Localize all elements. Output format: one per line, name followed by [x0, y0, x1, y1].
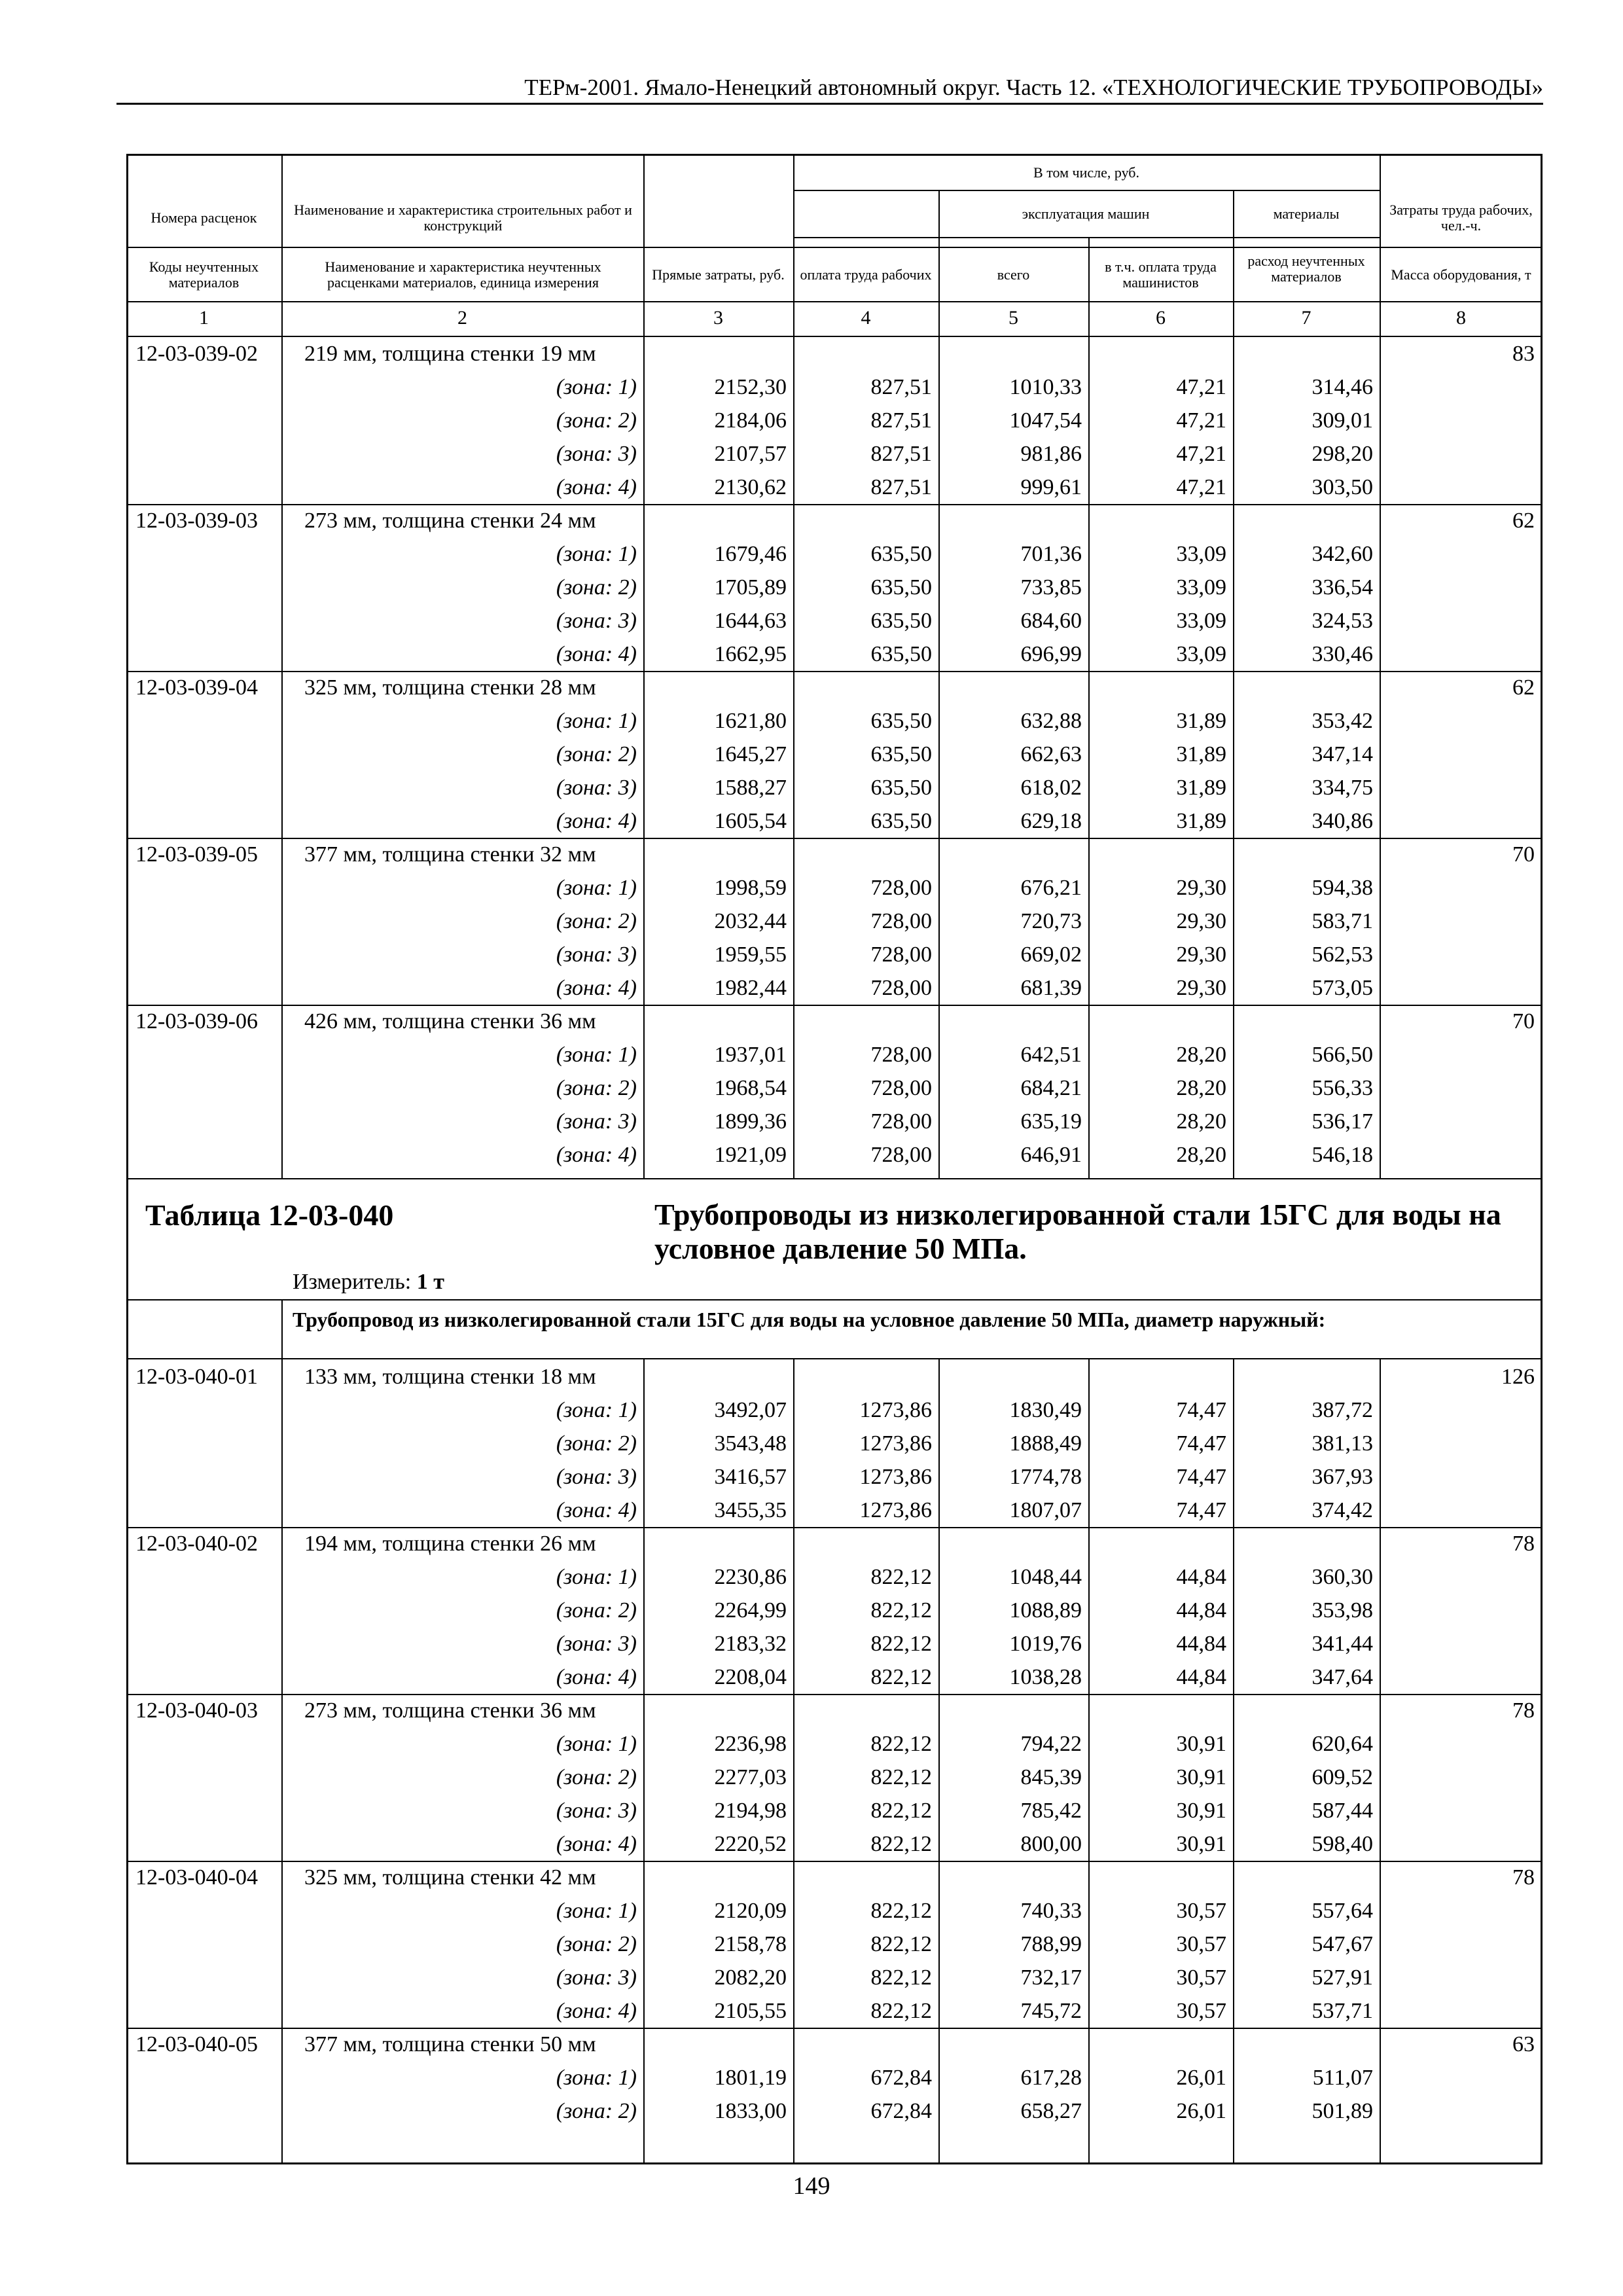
zone-label: (зона: 3)	[556, 1965, 637, 1990]
machinists-pay-value: 33,09	[1176, 542, 1226, 566]
materials-value: 340,86	[1311, 809, 1373, 833]
zone-label: (зона: 3)	[556, 942, 637, 967]
zone-label: (зона: 2)	[556, 742, 637, 766]
machinists-pay-value: 44,84	[1176, 1632, 1226, 1656]
machinists-pay-value: 31,89	[1176, 742, 1226, 766]
col-number-8: 8	[1456, 307, 1466, 329]
materials-value: 583,71	[1311, 909, 1373, 933]
col-code-header: Номера расценок	[151, 209, 257, 226]
zone-label: (зона: 1)	[556, 1565, 637, 1589]
machinists-pay-value: 29,30	[1176, 942, 1226, 967]
labor-cost-value: 62	[1512, 675, 1535, 700]
direct-cost-value: 3543,48	[714, 1431, 787, 1456]
materials-value: 598,40	[1311, 1832, 1373, 1856]
materials-value: 556,33	[1311, 1076, 1373, 1100]
machines-total-value: 981,86	[1020, 442, 1082, 466]
machines-total-value: 684,60	[1020, 609, 1082, 633]
machinists-pay-value: 44,84	[1176, 1665, 1226, 1689]
labor-cost-value: 62	[1512, 509, 1535, 533]
rate-code: 12-03-039-04	[135, 675, 258, 700]
materials-value: 341,44	[1311, 1632, 1373, 1656]
rate-name: 325 мм, толщина стенки 28 мм	[304, 675, 596, 700]
machinists-pay-value: 74,47	[1176, 1465, 1226, 1489]
materials-value: 303,50	[1311, 475, 1373, 499]
direct-cost-value: 3492,07	[714, 1398, 787, 1422]
machines-total-value: 1888,49	[1009, 1431, 1082, 1456]
zone-label: (зона: 3)	[556, 609, 637, 633]
direct-cost-value: 2158,78	[714, 1932, 787, 1956]
zone-label: (зона: 1)	[556, 709, 637, 733]
zone-label: (зона: 4)	[556, 809, 637, 833]
col-number-5: 5	[1008, 307, 1018, 329]
zone-label: (зона: 2)	[556, 575, 637, 600]
labor-pay-value: 728,00	[870, 942, 932, 967]
direct-cost-value: 1644,63	[714, 609, 787, 633]
labor-pay-value: 672,84	[870, 2099, 932, 2123]
machinists-pay-value: 30,57	[1176, 1899, 1226, 1923]
zone-label: (зона: 4)	[556, 1665, 637, 1689]
machines-total-value: 845,39	[1020, 1765, 1082, 1789]
labor-cost-value: 78	[1512, 1532, 1535, 1556]
machines-total-value: 632,88	[1020, 709, 1082, 733]
machinists-pay-value: 44,84	[1176, 1598, 1226, 1623]
labor-pay-value: 635,50	[870, 609, 932, 633]
labor-cost-value: 126	[1501, 1365, 1535, 1389]
zone-label: (зона: 4)	[556, 475, 637, 499]
materials-value: 387,72	[1311, 1398, 1373, 1422]
machines-total-value: 794,22	[1020, 1732, 1082, 1756]
machines-total-value: 618,02	[1020, 776, 1082, 800]
machines-total-value: 1088,89	[1009, 1598, 1082, 1623]
machinists-pay-value: 26,01	[1176, 2099, 1226, 2123]
materials-value: 537,71	[1311, 1999, 1373, 2023]
machines-total-value: 669,02	[1020, 942, 1082, 967]
materials-value: 347,14	[1311, 742, 1373, 766]
direct-cost-value: 2184,06	[714, 408, 787, 433]
materials-value: 347,64	[1311, 1665, 1373, 1689]
zone-label: (зона: 1)	[556, 1899, 637, 1923]
machines-total-value: 785,42	[1020, 1799, 1082, 1823]
zone-label: (зона: 1)	[556, 542, 637, 566]
machines-total-value: 732,17	[1020, 1965, 1082, 1990]
labor-pay-value: 728,00	[870, 1143, 932, 1167]
labor-pay-value: 728,00	[870, 876, 932, 900]
machinists-pay-value: 31,89	[1176, 809, 1226, 833]
direct-cost-value: 2120,09	[714, 1899, 787, 1923]
direct-cost-value: 2105,55	[714, 1999, 787, 2023]
labor-pay-value: 672,84	[870, 2066, 932, 2090]
col-machinists-header: в т.ч. оплата труда машинистов	[1105, 259, 1217, 291]
direct-cost-value: 2277,03	[714, 1765, 787, 1789]
machinists-pay-value: 29,30	[1176, 976, 1226, 1000]
direct-cost-value: 2152,30	[714, 375, 787, 399]
labor-pay-value: 1273,86	[859, 1498, 932, 1522]
col-number-6: 6	[1156, 307, 1166, 329]
zone-label: (зона: 1)	[556, 1732, 637, 1756]
rate-name: 273 мм, толщина стенки 24 мм	[304, 509, 596, 533]
labor-pay-value: 822,12	[870, 1932, 932, 1956]
labor-pay-value: 728,00	[870, 1109, 932, 1134]
machinists-pay-value: 30,91	[1176, 1732, 1226, 1756]
machinists-pay-value: 30,57	[1176, 1932, 1226, 1956]
materials-value: 381,13	[1311, 1431, 1373, 1456]
materials-value: 501,89	[1311, 2099, 1373, 2123]
col-number-2: 2	[457, 307, 467, 329]
zone-label: (зона: 3)	[556, 1465, 637, 1489]
direct-cost-value: 1982,44	[714, 976, 787, 1000]
direct-cost-value: 2236,98	[714, 1732, 787, 1756]
machinists-pay-value: 47,21	[1176, 408, 1226, 433]
rate-name: 426 мм, толщина стенки 36 мм	[304, 1009, 596, 1033]
direct-cost-value: 1705,89	[714, 575, 787, 600]
labor-cost-value: 78	[1512, 1698, 1535, 1723]
machines-total-value: 745,72	[1020, 1999, 1082, 2023]
direct-cost-value: 1833,00	[714, 2099, 787, 2123]
machines-total-value: 646,91	[1020, 1143, 1082, 1167]
labor-pay-value: 822,12	[870, 1899, 932, 1923]
machinists-pay-value: 47,21	[1176, 475, 1226, 499]
labor-pay-value: 635,50	[870, 776, 932, 800]
machinists-pay-value: 28,20	[1176, 1076, 1226, 1100]
machines-total-value: 1048,44	[1009, 1565, 1082, 1589]
machinists-pay-value: 30,91	[1176, 1765, 1226, 1789]
materials-value: 573,05	[1311, 976, 1373, 1000]
materials-value: 527,91	[1311, 1965, 1373, 1990]
labor-pay-value: 822,12	[870, 1965, 932, 1990]
direct-cost-value: 2264,99	[714, 1598, 787, 1623]
machines-total-value: 999,61	[1020, 475, 1082, 499]
zone-label: (зона: 2)	[556, 909, 637, 933]
labor-pay-value: 822,12	[870, 1999, 932, 2023]
direct-cost-value: 1679,46	[714, 542, 787, 566]
machinists-pay-value: 26,01	[1176, 2066, 1226, 2090]
materials-value: 536,17	[1311, 1109, 1373, 1134]
zone-label: (зона: 2)	[556, 2099, 637, 2123]
labor-pay-value: 635,50	[870, 809, 932, 833]
col-machines-total-header: всего	[997, 266, 1030, 283]
materials-value: 360,30	[1311, 1565, 1373, 1589]
materials-value: 367,93	[1311, 1465, 1373, 1489]
rate-name: 377 мм, толщина стенки 32 мм	[304, 842, 596, 867]
section-title: Таблица 12-03-040	[145, 1198, 394, 1232]
materials-value: 566,50	[1311, 1043, 1373, 1067]
direct-cost-value: 1621,80	[714, 709, 787, 733]
machines-total-value: 720,73	[1020, 909, 1082, 933]
rate-name: 273 мм, толщина стенки 36 мм	[304, 1698, 596, 1723]
direct-cost-value: 2194,98	[714, 1799, 787, 1823]
labor-cost-value: 70	[1512, 842, 1535, 867]
zone-label: (зона: 1)	[556, 1043, 637, 1067]
materials-value: 620,64	[1311, 1732, 1373, 1756]
labor-pay-value: 635,50	[870, 709, 932, 733]
machinists-pay-value: 31,89	[1176, 776, 1226, 800]
page-number: 149	[793, 2172, 830, 2200]
direct-cost-value: 1801,19	[714, 2066, 787, 2090]
labor-pay-value: 728,00	[870, 1076, 932, 1100]
machines-total-value: 800,00	[1020, 1832, 1082, 1856]
col-name-sub-header: Наименование и характеристика неучтенных расценками материалов, единица измерения	[325, 259, 601, 291]
machinists-pay-value: 74,47	[1176, 1431, 1226, 1456]
zone-label: (зона: 1)	[556, 876, 637, 900]
direct-cost-value: 1959,55	[714, 942, 787, 967]
direct-cost-value: 1998,59	[714, 876, 787, 900]
labor-pay-value: 827,51	[870, 475, 932, 499]
machinists-pay-value: 28,20	[1176, 1109, 1226, 1134]
zone-label: (зона: 4)	[556, 976, 637, 1000]
rate-name: 219 мм, толщина стенки 19 мм	[304, 342, 596, 366]
zone-label: (зона: 3)	[556, 776, 637, 800]
labor-pay-value: 827,51	[870, 408, 932, 433]
machines-total-value: 658,27	[1020, 2099, 1082, 2123]
machinists-pay-value: 28,20	[1176, 1043, 1226, 1067]
machines-total-value: 676,21	[1020, 876, 1082, 900]
machines-total-value: 642,51	[1020, 1043, 1082, 1067]
labor-pay-value: 635,50	[870, 575, 932, 600]
direct-cost-value: 2183,32	[714, 1632, 787, 1656]
direct-cost-value: 2107,57	[714, 442, 787, 466]
machinists-pay-value: 29,30	[1176, 876, 1226, 900]
machines-total-value: 629,18	[1020, 809, 1082, 833]
machines-total-value: 1774,78	[1009, 1465, 1082, 1489]
rate-code: 12-03-040-03	[135, 1698, 258, 1723]
machines-total-value: 733,85	[1020, 575, 1082, 600]
zone-label: (зона: 1)	[556, 2066, 637, 2090]
machinists-pay-value: 74,47	[1176, 1398, 1226, 1422]
machines-total-value: 1830,49	[1009, 1398, 1082, 1422]
zone-label: (зона: 3)	[556, 442, 637, 466]
machines-total-value: 1807,07	[1009, 1498, 1082, 1522]
labor-pay-value: 1273,86	[859, 1465, 932, 1489]
machines-total-value: 1047,54	[1009, 408, 1082, 433]
page-header: ТЕРм-2001. Ямало-Ненецкий автономный округ. Часть 12. «ТЕХНОЛОГИЧЕСКИЕ ТРУБОПРОВОДЫ»	[116, 73, 1543, 105]
materials-value: 547,67	[1311, 1932, 1373, 1956]
labor-cost-value: 70	[1512, 1009, 1535, 1033]
zone-label: (зона: 2)	[556, 1932, 637, 1956]
direct-cost-value: 2208,04	[714, 1665, 787, 1689]
direct-cost-value: 2130,62	[714, 475, 787, 499]
materials-value: 557,64	[1311, 1899, 1373, 1923]
machinists-pay-value: 47,21	[1176, 442, 1226, 466]
labor-pay-value: 728,00	[870, 1043, 932, 1067]
direct-cost-value: 1899,36	[714, 1109, 787, 1134]
materials-value: 298,20	[1311, 442, 1373, 466]
rate-name: 194 мм, толщина стенки 26 мм	[304, 1532, 596, 1556]
col-code-sub-header: Коды неучтенных материалов	[149, 259, 259, 291]
direct-cost-value: 3416,57	[714, 1465, 787, 1489]
machinists-pay-value: 30,91	[1176, 1832, 1226, 1856]
labor-pay-value: 822,12	[870, 1632, 932, 1656]
materials-value: 587,44	[1311, 1799, 1373, 1823]
machinists-pay-value: 44,84	[1176, 1565, 1226, 1589]
materials-value: 336,54	[1311, 575, 1373, 600]
direct-cost-value: 3455,35	[714, 1498, 787, 1522]
measure-value: 1 т	[416, 1270, 444, 1294]
materials-value: 309,01	[1311, 408, 1373, 433]
rate-name: 133 мм, толщина стенки 18 мм	[304, 1365, 596, 1389]
labor-pay-value: 635,50	[870, 542, 932, 566]
rate-code: 12-03-040-04	[135, 1865, 258, 1890]
zone-label: (зона: 4)	[556, 1999, 637, 2023]
direct-cost-value: 2032,44	[714, 909, 787, 933]
col-name-header: Наименование и характеристика строительных работ и конструкций	[294, 201, 632, 234]
machinists-pay-value: 33,09	[1176, 609, 1226, 633]
materials-value: 374,42	[1311, 1498, 1373, 1522]
zone-label: (зона: 3)	[556, 1799, 637, 1823]
zone-label: (зона: 2)	[556, 1076, 637, 1100]
zone-label: (зона: 4)	[556, 642, 637, 666]
machinists-pay-value: 74,47	[1176, 1498, 1226, 1522]
materials-value: 334,75	[1311, 776, 1373, 800]
labor-pay-value: 1273,86	[859, 1398, 932, 1422]
labor-cost-value: 63	[1512, 2032, 1535, 2056]
direct-cost-value: 2082,20	[714, 1965, 787, 1990]
zone-label: (зона: 4)	[556, 1143, 637, 1167]
col-materials-sub-header: расход неучтенных материалов	[1247, 253, 1365, 285]
materials-value: 330,46	[1311, 642, 1373, 666]
zone-label: (зона: 2)	[556, 1598, 637, 1623]
labor-pay-value: 822,12	[870, 1565, 932, 1589]
col-mass-header: Масса оборудования, т	[1391, 266, 1531, 283]
zone-label: (зона: 4)	[556, 1832, 637, 1856]
rate-code: 12-03-040-02	[135, 1532, 258, 1556]
labor-pay-value: 728,00	[870, 976, 932, 1000]
materials-value: 353,98	[1311, 1598, 1373, 1623]
machines-total-value: 1010,33	[1009, 375, 1082, 399]
labor-pay-value: 728,00	[870, 909, 932, 933]
zone-label: (зона: 1)	[556, 375, 637, 399]
direct-cost-value: 2220,52	[714, 1832, 787, 1856]
rate-code: 12-03-040-05	[135, 2032, 258, 2056]
machines-total-value: 740,33	[1020, 1899, 1082, 1923]
zone-label: (зона: 2)	[556, 1765, 637, 1789]
col-labor-pay-header: оплата труда рабочих	[800, 266, 932, 283]
materials-value: 511,07	[1312, 2066, 1373, 2090]
machines-total-value: 684,21	[1020, 1076, 1082, 1100]
labor-pay-value: 822,12	[870, 1799, 932, 1823]
rate-name: 325 мм, толщина стенки 42 мм	[304, 1865, 596, 1890]
machinists-pay-value: 33,09	[1176, 642, 1226, 666]
labor-pay-value: 827,51	[870, 375, 932, 399]
rate-name: 377 мм, толщина стенки 50 мм	[304, 2032, 596, 2056]
labor-pay-value: 635,50	[870, 742, 932, 766]
labor-cost-value: 83	[1512, 342, 1535, 366]
materials-value: 324,53	[1311, 609, 1373, 633]
machines-total-value: 788,99	[1020, 1932, 1082, 1956]
zone-label: (зона: 2)	[556, 1431, 637, 1456]
machines-total-value: 1038,28	[1009, 1665, 1082, 1689]
machinists-pay-value: 31,89	[1176, 709, 1226, 733]
materials-value: 314,46	[1311, 375, 1373, 399]
labor-pay-value: 822,12	[870, 1732, 932, 1756]
labor-pay-value: 1273,86	[859, 1431, 932, 1456]
direct-cost-value: 1937,01	[714, 1043, 787, 1067]
machines-total-value: 617,28	[1020, 2066, 1082, 2090]
labor-cost-value: 78	[1512, 1865, 1535, 1890]
materials-value: 546,18	[1311, 1143, 1373, 1167]
machinists-pay-value: 47,21	[1176, 375, 1226, 399]
zone-label: (зона: 2)	[556, 408, 637, 433]
machinists-pay-value: 30,91	[1176, 1799, 1226, 1823]
labor-pay-value: 822,12	[870, 1832, 932, 1856]
materials-value: 562,53	[1311, 942, 1373, 967]
machines-total-value: 701,36	[1020, 542, 1082, 566]
materials-value: 353,42	[1311, 709, 1373, 733]
machinists-pay-value: 33,09	[1176, 575, 1226, 600]
rate-code: 12-03-039-03	[135, 509, 258, 533]
labor-pay-value: 827,51	[870, 442, 932, 466]
col-materials-header: материалы	[1273, 206, 1340, 222]
zone-label: (зона: 4)	[556, 1498, 637, 1522]
direct-cost-value: 1968,54	[714, 1076, 787, 1100]
measure-unit	[293, 1270, 444, 1295]
machinists-pay-value: 28,20	[1176, 1143, 1226, 1167]
zone-label: (зона: 3)	[556, 1632, 637, 1656]
machinists-pay-value: 30,57	[1176, 1965, 1226, 1990]
direct-cost-value: 1921,09	[714, 1143, 787, 1167]
direct-cost-value: 1662,95	[714, 642, 787, 666]
materials-value: 342,60	[1311, 542, 1373, 566]
machinists-pay-value: 29,30	[1176, 909, 1226, 933]
direct-cost-value: 1645,27	[714, 742, 787, 766]
col-labor-cost-header: Затраты труда рабочих, чел.-ч.	[1389, 201, 1533, 234]
col-direct-header: Прямые затраты, руб.	[652, 266, 785, 283]
section-description: Трубопроводы из низколегированной стали 15ГС для воды на условное давление 50 МПа.	[654, 1198, 1501, 1265]
labor-pay-value: 822,12	[870, 1765, 932, 1789]
measure-label: Измеритель:	[293, 1270, 412, 1294]
group-machines-header: эксплуатация машин	[1022, 206, 1150, 222]
group-including-header: В том числе, руб.	[1033, 164, 1139, 181]
machines-total-value: 681,39	[1020, 976, 1082, 1000]
col-number-7: 7	[1301, 307, 1311, 329]
rate-code: 12-03-040-01	[135, 1365, 258, 1389]
machines-total-value: 1019,76	[1009, 1632, 1082, 1656]
labor-pay-value: 822,12	[870, 1665, 932, 1689]
labor-pay-value: 822,12	[870, 1598, 932, 1623]
materials-value: 609,52	[1311, 1765, 1373, 1789]
machinists-pay-value: 30,57	[1176, 1999, 1226, 2023]
machines-total-value: 635,19	[1020, 1109, 1082, 1134]
machines-total-value: 696,99	[1020, 642, 1082, 666]
direct-cost-value: 2230,86	[714, 1565, 787, 1589]
labor-pay-value: 635,50	[870, 642, 932, 666]
zone-label: (зона: 3)	[556, 1109, 637, 1134]
materials-value: 594,38	[1311, 876, 1373, 900]
rate-code: 12-03-039-05	[135, 842, 258, 867]
col-number-3: 3	[713, 307, 723, 329]
zone-label: (зона: 1)	[556, 1398, 637, 1422]
col-number-4: 4	[861, 307, 871, 329]
rate-code: 12-03-039-02	[135, 342, 258, 366]
direct-cost-value: 1588,27	[714, 776, 787, 800]
rate-code: 12-03-039-06	[135, 1009, 258, 1033]
machines-total-value: 662,63	[1020, 742, 1082, 766]
direct-cost-value: 1605,54	[714, 809, 787, 833]
group-title: Трубопровод из низколегированной стали 15ГС для воды на условное давление 50 МПа, диаметр наружный:	[293, 1308, 1326, 1331]
col-number-1: 1	[199, 307, 209, 329]
